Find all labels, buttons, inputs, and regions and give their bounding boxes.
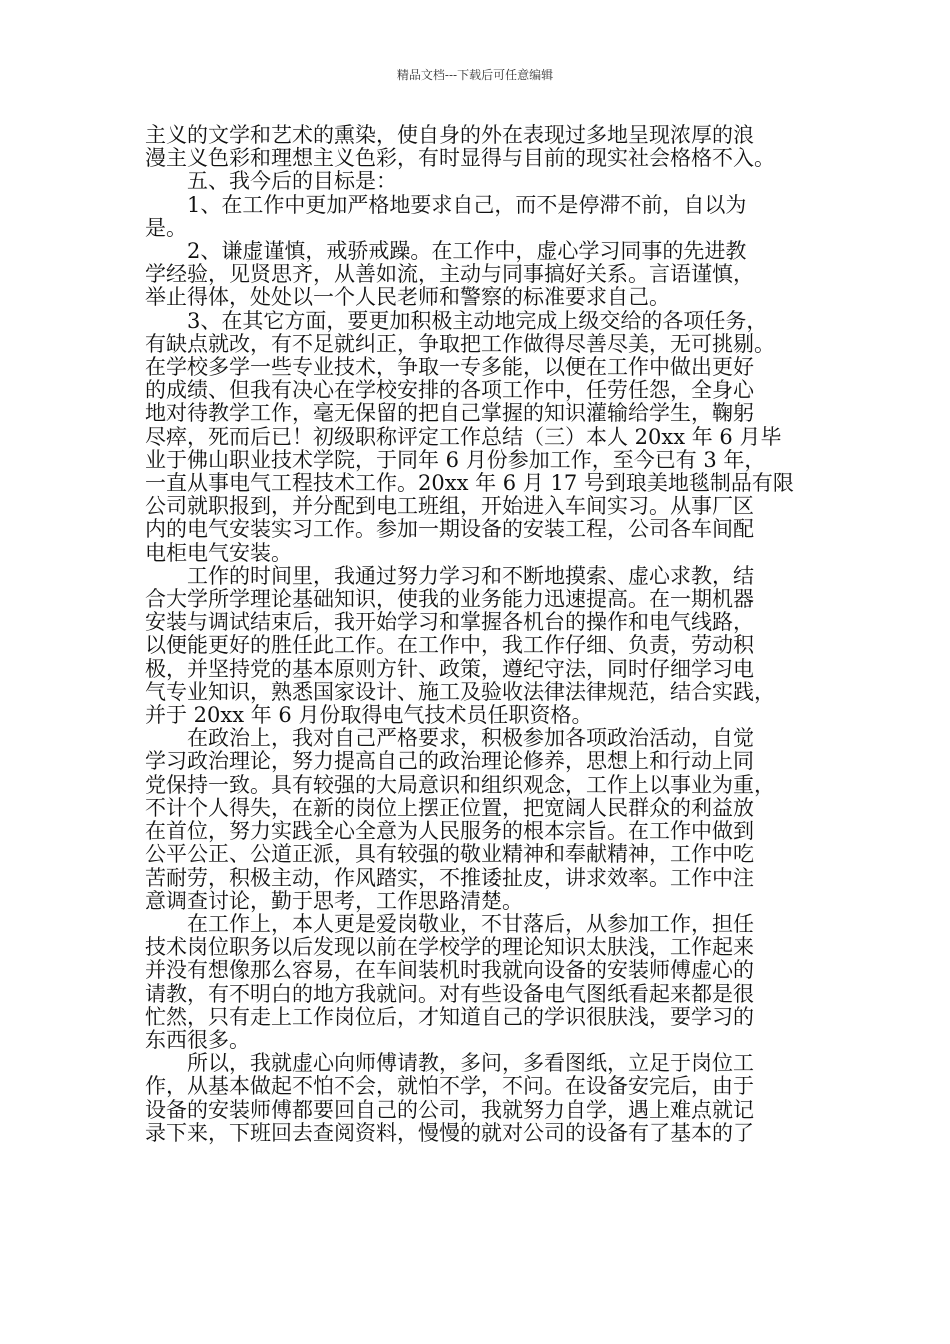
text-line: 是。 [145, 215, 187, 240]
page-header: 精品文档---下载后可任意编辑 [396, 68, 554, 82]
text-line: 内的电气安装实习工作。参加一期设备的安装工程，公司各车间配 [145, 517, 754, 542]
text-line: 安装与调试结束后，我开始学习和掌握各机台的操作和电气线路， [145, 610, 754, 635]
text-line: 电柜电气安装。 [145, 540, 292, 565]
text-line: 所以，我就虚心向师傅请教，多问，多看图纸，立足于岗位工 [187, 1051, 754, 1076]
text-line: 的成绩、但我有决心在学校安排的各项工作中，任劳任怨，全身心 [145, 378, 754, 403]
text-line: 2、谦虚谨慎，戒骄戒躁。在工作中，虚心学习同事的先进教 [187, 239, 747, 264]
text-line: 东西很多。 [145, 1027, 250, 1052]
text-line: 意调查讨论，勤于思考，工作思路清楚。 [145, 888, 523, 913]
text-line: 公平公正、公道正派，具有较强的敬业精神和奉献精神，工作中吃 [145, 842, 754, 867]
text-line: 技术岗位职务以后发现以前在学校学的理论知识太肤浅，工作起来 [145, 935, 754, 960]
text-line: 有缺点就改，有不足就纠正，争取把工作做得尽善尽美，无可挑剔。 [145, 331, 775, 356]
text-line: 1、在工作中更加严格地要求自己，而不是停滞不前，自以为 [187, 192, 747, 217]
text-line: 地对待教学工作，毫无保留的把自己掌握的知识灌输给学生，鞠躬 [145, 401, 754, 426]
text-line: 学经验，见贤思齐，从善如流，主动与同事搞好关系。言语谨慎， [145, 262, 754, 287]
text-line: 主义的文学和艺术的熏染，使自身的外在表现过多地呈现浓厚的浪 [145, 123, 754, 147]
text-line: 五、我今后的目标是： [187, 169, 397, 194]
text-line: 党保持一致。具有较强的大局意识和组织观念，工作上以事业为重， [145, 772, 775, 797]
text-line: 业于佛山职业技术学院，于同年 6 月份参加工作，至今已有 3 年， [145, 447, 766, 472]
text-line: 设备的安装师傅都要回自己的公司，我就努力自学，遇上难点就记 [145, 1097, 754, 1122]
text-line: 在首位，努力实践全心全意为人民服务的根本宗旨。在工作中做到 [145, 819, 754, 844]
text-line: 举止得体，处处以一个人民老师和警察的标准要求自己。 [145, 285, 670, 310]
text-line: 尽瘁，死而后已！初级职称评定工作总结（三）本人 20xx 年 6 月毕 [145, 424, 782, 449]
text-line: 并没有想像那么容易，在车间装机时我就向设备的安装师傅虚心的 [145, 958, 754, 983]
text-line: 录下来，下班回去查阅资料，慢慢的就对公司的设备有了基本的了 [145, 1120, 754, 1145]
text-line: 不计个人得失，在新的岗位上摆正位置，把宽阔人民群众的利益放 [145, 795, 754, 820]
text-line: 作，从基本做起不怕不会，就怕不学，不问。在设备安完后，由于 [145, 1074, 754, 1099]
text-line: 在政治上，我对自己严格要求，积极参加各项政治活动，自觉 [187, 726, 754, 751]
text-line: 公司就职报到，并分配到电工班组，开始进入车间实习。从事厂区 [145, 494, 754, 519]
text-line: 极，并坚持党的基本原则方针、政策，遵纪守法，同时仔细学习电 [145, 656, 754, 681]
text-line: 学习政治理论，努力提高自己的政治理论修养，思想上和行动上同 [145, 749, 754, 774]
text-line: 合大学所学理论基础知识，使我的业务能力迅速提高。在一期机器 [145, 587, 754, 612]
text-line: 气专业知识，熟悉国家设计、施工及验收法律法律规范，结合实践， [145, 679, 775, 704]
text-line: 一直从事电气工程技术工作。20xx 年 6 月 17 号到琅美地毯制品有限 [145, 471, 794, 496]
text-line: 以便能更好的胜任此工作。在工作中，我工作仔细、负责，劳动积 [145, 633, 754, 658]
text-line: 忙然，只有走上工作岗位后，才知道自己的学识很肤浅，要学习的 [145, 1004, 754, 1029]
text-line: 在学校多学一些专业技术，争取一专多能，以便在工作中做出更好 [145, 355, 754, 380]
text-line: 并于 20xx 年 6 月份取得电气技术员任职资格。 [145, 703, 593, 728]
text-line: 苦耐劳，积极主动，作风踏实，不推诿扯皮，讲求效率。工作中注 [145, 865, 754, 890]
text-line: 在工作上，本人更是爱岗敬业，不甘落后，从参加工作，担任 [187, 911, 754, 936]
text-line: 3、在其它方面，要更加积极主动地完成上级交给的各项任务， [187, 308, 768, 333]
text-line: 漫主义色彩和理想主义色彩，有时显得与目前的现实社会格格不入。 [145, 146, 775, 171]
text-line: 请教，有不明白的地方我就问。对有些设备电气图纸看起来都是很 [145, 981, 754, 1006]
text-line: 工作的时间里，我通过努力学习和不断地摸索、虚心求教，结 [187, 563, 754, 588]
document-body [145, 124, 810, 1145]
